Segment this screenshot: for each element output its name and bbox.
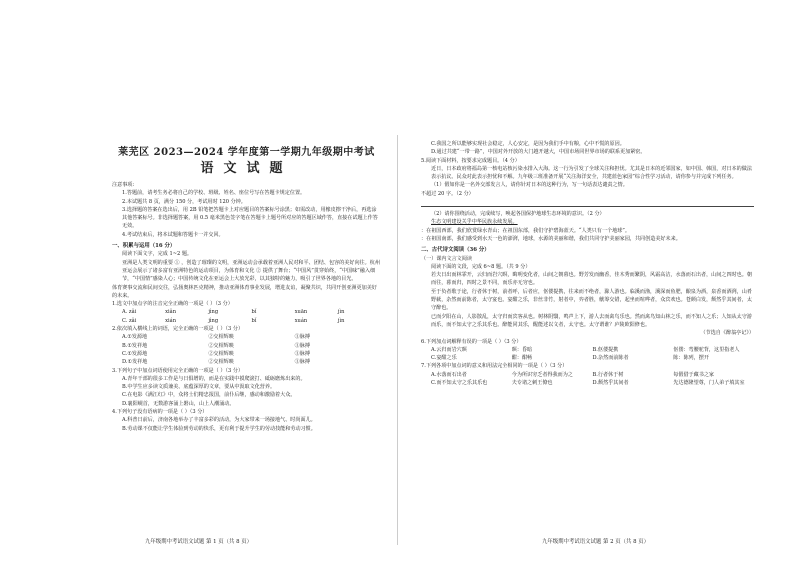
q3-option: C.在电影《满江红》中，众将士们精忠报国，前仆后继，感动和激励着大众。 — [122, 392, 296, 399]
q1-row: C. zǎi xián jìng bǐ xuán jìn — [122, 317, 345, 324]
note-1: 1.答题前，请考生务必将自己的学校、班级、姓名、座位号写在答题卡规定位置。 — [122, 190, 306, 197]
q5-task-2-line: ：在祖国南部，我们感受到水天一色的澎湃，地球，水源的美丽和谐，我们共同守护美丽家园，共同创造美好未来。 — [421, 235, 681, 242]
q5-task-1-limit: 不超过 20 字。（2 分） — [421, 190, 474, 197]
section-1-heading: 一、积累与运用（16 分） — [112, 243, 176, 250]
page-footer-2: 九年级期中考试语文试题 第 2 页（共 8 页） — [541, 539, 650, 545]
right-page — [397, 0, 794, 561]
passage-paragraph: 体育赛事交流和民间交往，弘扬奥林匹克精神，推动亚洲体育事业发展，增进友谊，凝聚共识，共同开创亚洲更加美好的未来。 — [112, 284, 377, 299]
question-6: 6.下列加点词解释有误的一项是（ ）（3 分） — [421, 338, 522, 345]
q2-option: D.①发祥地 ②交相辉映 ③脉搏 — [122, 359, 310, 366]
q1-row: A. zǎi xiǎn jìng bǐ xuān jìn — [122, 309, 345, 316]
q4-option: A.科普日前后，济南各地举办了丰富多彩的活动，为大家带来一场接地气、时尚面儿。 — [122, 417, 316, 424]
q5-task-2: （2）请你围绕活动，完成续写，唤起各国保护地球生态环境的意识。（2 分） — [431, 211, 605, 218]
page-footer-1: 九年级期中考试语文试题 第 1 页（共 8 页） — [144, 539, 253, 545]
q5-task-2-lead: 生态文明建设关乎中华民族永续发展。 — [431, 219, 518, 226]
reading-intro-2: 阅读下面的文段，完成 6~8 题。（共 9 分） — [431, 263, 531, 270]
q6-option: C.宴酣之乐 酣：酣畅 D.杂然而前陈者 陈：陈列，摆开 — [431, 355, 709, 362]
q5-task-1: （1）假如你是一名外交部发言人，请你针对日本的这种行为，写一句话表达谴责之情。 — [431, 182, 628, 189]
q2-option: B.①发祥地 ②交相辉映 ③脉搏 — [122, 342, 310, 349]
note-3: 3.选择题的答案在选出后，用 2B 铅笔把答题卡上对应题目的答案标号涂黑；如需改动，用橡皮擦干净后，再选涂其他答案标号。非选择题答案，用 0.5 毫米黑色签字笔在答题卡上题号所对应的答题区域作答，直接在试题上作答无效。 — [122, 206, 378, 230]
question-7: 7.下列各项中加点词的意义和用法完全相同的一项是（ ）（3 分） — [421, 363, 568, 370]
q4-option: C.我国之所以能够实现社会稳定，人心安定，是因为我们手中有粮，心中不慌的原因。 — [431, 141, 625, 147]
question-1: 1.选文中加点字的注音完全正确的一项是（ ）（3 分） — [112, 301, 233, 308]
question-5: 5.阅读下面材料，按要求完成题目。（4 分） — [421, 157, 520, 164]
classical-paragraph: 至于负者歌于途，行者休于树，前者呼，后者应，伛偻提携，往来而不绝者，滁人游也。临溪而渔，溪深而鱼肥，酿泉为酒，泉香而酒洌，山肴野蔌，杂然而前陈者，太守宴也。宴酣之乐，非丝非竹，射者中，弈者胜，觥筹交错，起坐而喧哗者，众宾欢也。苍颜白发，颓然乎其间者，太守醉也。 — [431, 288, 752, 312]
q4-option: D.通过共建“一带一路”，中国对外开放的大门越开越大，中国市场同世界市场的联系更加紧密。 — [431, 149, 646, 156]
exam-subtitle: 语文试题 — [200, 161, 293, 176]
q7-option: A.水落而石出者 今为所识穷乏者得我而为之 B.行者休于树 每假借于藏书之家 — [431, 371, 715, 378]
q2-option: A.①发源地 ②交相辉映 ③脉搏 — [122, 334, 310, 341]
source-note: （节选自《醉翁亭记》） — [700, 330, 754, 337]
passage-paragraph: 亚洲是人类文明的重要 ① ，创造了璀璨的文明，亚洲运动会承载着亚洲人民对和平、团结、包容的美好向往。杭州亚运会展示了诸多富有亚洲特色的运动项目，为体育和文化 ② 提供了舞台；“中国风”贯穿始终，“中国味”融入细节，“中国情”感染人心；中国传统文化在亚运会上大放光彩，以其独特的魅力，吸引了世界各地的目光。 — [122, 259, 380, 283]
q6-option: A.云归而岩穴暝 暝：昏暗 B.伛偻提携 伛偻：弯腰驼背，这里指老人 — [431, 346, 740, 353]
notes-heading: 注意事项: — [112, 182, 135, 188]
note-4: 4.考试结束后，将本试题和答题卡一并交回。 — [122, 231, 224, 238]
reading-intro: 阅读下面文字，完成 1~2 题。 — [122, 251, 193, 258]
q3-option: D.襄阳岘首，无数游客涌上磐山，山上人潮涌动。 — [122, 400, 235, 407]
question-2: 2.依次填入横线上的词语，完全正确的一项是（ ）（3 分） — [112, 326, 244, 333]
subsection-heading: （一）课内文言文阅读 — [421, 255, 472, 262]
question-3: 3.下列句子中加点词语使用完全正确的一项是（ ）（3 分） — [112, 367, 244, 374]
exam-title: 莱芜区 2023—2024 学年度第一学期九年级期中考试 — [118, 147, 375, 158]
q5-task-2-line: ：在祖国西部，我们欣赏绿水青山；在祖国东部，我们守护碧海蓝天。“人类只有一个地球”。 — [421, 227, 630, 234]
note-2: 2.本试题共 8 页，满分 150 分，考试用时 120 分钟。 — [122, 198, 246, 205]
question-4: 4.下列句子没有语病的一项是（ ）（3 分） — [112, 409, 208, 416]
q2-option: C.①发源地 ②交相辉映 ③脉搏 — [122, 350, 310, 357]
answer-line — [421, 200, 754, 207]
section-2-heading: 二、古代诗文阅读（36 分） — [421, 247, 490, 254]
classical-paragraph: 若夫日出而林霏开，云归而岩穴暝，晦明变化者，山间之朝暮也。野芳发而幽香，佳木秀而繁阴，风霜高洁，水落而石出者，山间之四时也。朝而往，暮而归，四时之景不同，而乐亦无穷也。 — [431, 272, 752, 287]
q3-option: B.中学生应多读文质兼美、底蕴深厚的文章，要从中汲取文化营养。 — [122, 384, 276, 391]
q3-option: A.青年干部的很多工作是与日俱增的，而是在实践中摸爬滚打、砥砺磨炼出来的。 — [122, 375, 306, 382]
q7-option: C.而不知太守之乐其乐也 夫专诸之刺王僚也 D.颓然乎其间者 先达德隆望尊，门人弟子填其室 — [431, 380, 745, 387]
q4-option: B.劳动课不仅能让学生体验到劳动的快乐，更有利于提升学生的劳动技能和劳动习惯。 — [122, 425, 316, 432]
q5-material: 近日，日本政府将福岛第一核电站核污染水排入大海。这一行为引发了全球关注和担忧。尤其是日本的近邻国家，如中国、韩国，对日本的做法表示抗议。民众对此表示担忧和不解。九年级三班准备开展“关注海洋安全，共建蓝色家园”综合性学习活动，请你参与并完成下列任务。 — [431, 165, 752, 181]
classical-paragraph: 已而夕阳在山，人影散乱，太守归而宾客从也。树林阴翳，鸣声上下，游人去而禽鸟乐也。然而禽鸟知山林之乐，而不知人之乐；人知从太守游而乐，而不知太守之乐其乐也。醉能同其乐，醒能述以文者，太守也。太守谓谁？庐陵欧阳修也。 — [431, 313, 752, 328]
